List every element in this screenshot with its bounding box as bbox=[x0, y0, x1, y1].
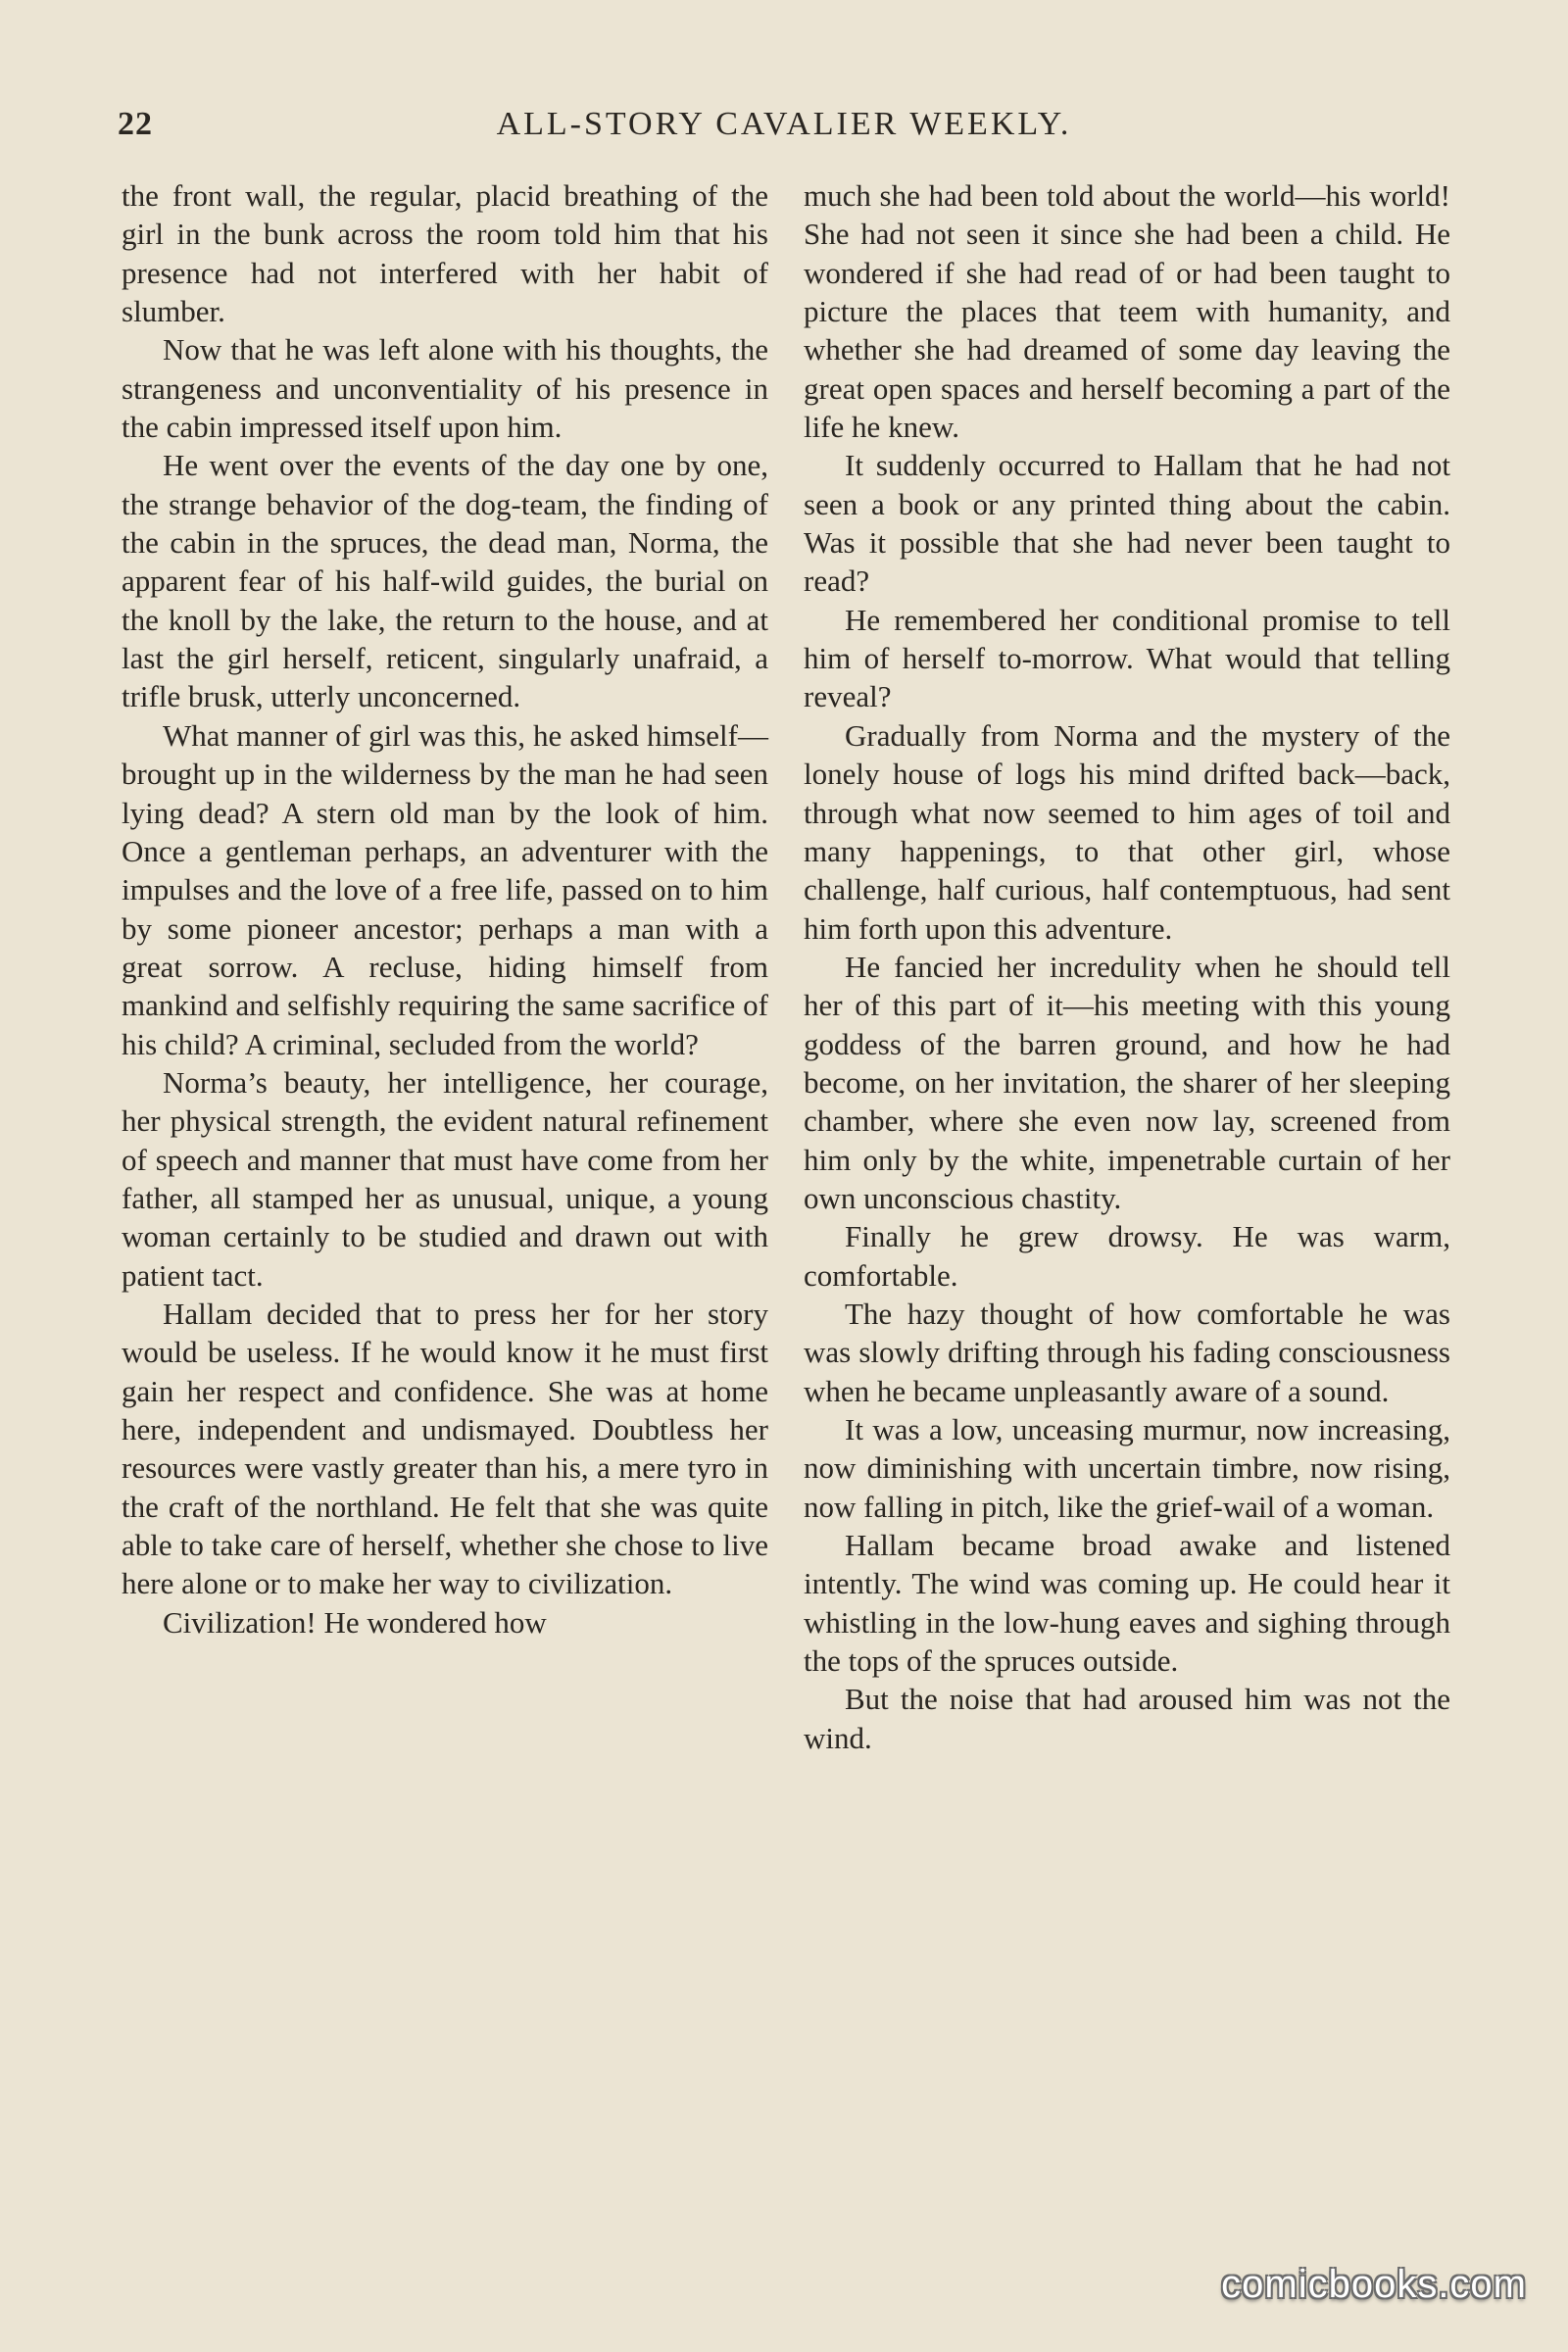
page-number: 22 bbox=[118, 106, 153, 142]
running-head: ALL-STORY CAVALIER WEEKLY. bbox=[496, 106, 1072, 142]
paragraph: It was a low, unceasing murmur, now increasing, now diminishing with uncertain timbre, now rising, now falling in pitch, like the grief-wail of a woman. bbox=[804, 1412, 1450, 1524]
paragraph: Now that he was left alone with his thoughts, the strangeness and unconventiality of his presence in the cabin impressed itself upon him. bbox=[122, 332, 768, 445]
paragraph: He remembered her conditional promise to tell him of herself to-morrow. What would that telling reveal? bbox=[804, 602, 1450, 714]
paragraph: Finally he grew drowsy. He was warm, comfortable. bbox=[804, 1219, 1450, 1293]
paragraph: the front wall, the regular, placid breathing of the girl in the bunk across the room told him that his presence had not interfered with her habit of slumber. bbox=[122, 178, 768, 329]
page-header bbox=[118, 106, 1450, 155]
paragraph: Hallam became broad awake and listened intently. The wind was coming up. He could hear it whistling in the low-hung eaves and sighing through the tops of the spruces outside. bbox=[804, 1528, 1450, 1679]
paragraph: Gradually from Norma and the mystery of the lonely house of logs his mind drifted back—back, through what now seemed to him ages of toil and many happenings, to that other girl, whose challenge, half curious, half contemptuous, had sent him forth upon this adventure. bbox=[804, 717, 1450, 946]
paragraph: But the noise that had aroused him was not the wind. bbox=[804, 1682, 1450, 1755]
paragraph: The hazy thought of how comfortable he was was slowly drifting through his fading consciousness when he became unpleasantly aware of a sound. bbox=[804, 1296, 1450, 1408]
paragraph: It suddenly occurred to Hallam that he had not seen a book or any printed thing about the cabin. Was it possible that she had never been taught to read? bbox=[804, 448, 1450, 599]
paragraph: much she had been told about the world—his world! She had not seen it since she had been a child. He wondered if she had read of or had been taught to picture the places that teem with humanity, and whether she had dreamed of some day leaving the great open spaces and herself becoming a part of the life he knew. bbox=[804, 178, 1450, 445]
paragraph: Civilization! He wondered how bbox=[163, 1604, 547, 1640]
paragraph: Hallam decided that to press her for her story would be useless. If he would know it he must first gain her respect and confidence. She was at home here, independent and undismayed. Doubtless her resources were vastly greater than his, a mere tyro in the craft of the northland. He felt that she was quite able to take care of herself, whether she chose to live here alone or to make her way to civilization. bbox=[122, 1296, 768, 1601]
paragraph: Norma’s beauty, her intelligence, her courage, her physical strength, the evident natural refinement of speech and manner that must have come from her father, all stamped her as unusual, unique, a young woman certainly to be studied and drawn out with patient tact. bbox=[122, 1064, 768, 1293]
paragraph: He fancied her incredulity when he should tell her of this part of it—his meeting with this young goddess of the barren ground, and how he had become, on her invitation, the sharer of her sleeping chamber, where she even now lay, screened from him only by the white, impenetrable curtain of her own unconscious chastity. bbox=[804, 949, 1450, 1215]
right-column bbox=[804, 176, 1450, 1757]
paragraph: What manner of girl was this, he asked himself—brought up in the wilderness by the man he had seen lying dead? A stern old man by the look of him. Once a gentleman perhaps, an adventurer with the impulses and the love of a free life, passed on to him by some pioneer ancestor; perhaps a man with a great sorrow. A recluse, hiding himself from mankind and selfishly requiring the same sacrifice of his child? A criminal, secluded from the world? bbox=[122, 717, 768, 1061]
paragraph: He went over the events of the day one by one, the strange behavior of the dog-team, the finding of the cabin in the spruces, the dead man, Norma, the apparent fear of his half-wild guides, the burial on the knoll by the lake, the return to the house, and at last the girl herself, reticent, singularly unafraid, a trifle brusk, utterly unconcerned. bbox=[122, 448, 768, 714]
site-watermark: comicbooks.com bbox=[1221, 2263, 1527, 2306]
left-column bbox=[122, 176, 768, 1642]
